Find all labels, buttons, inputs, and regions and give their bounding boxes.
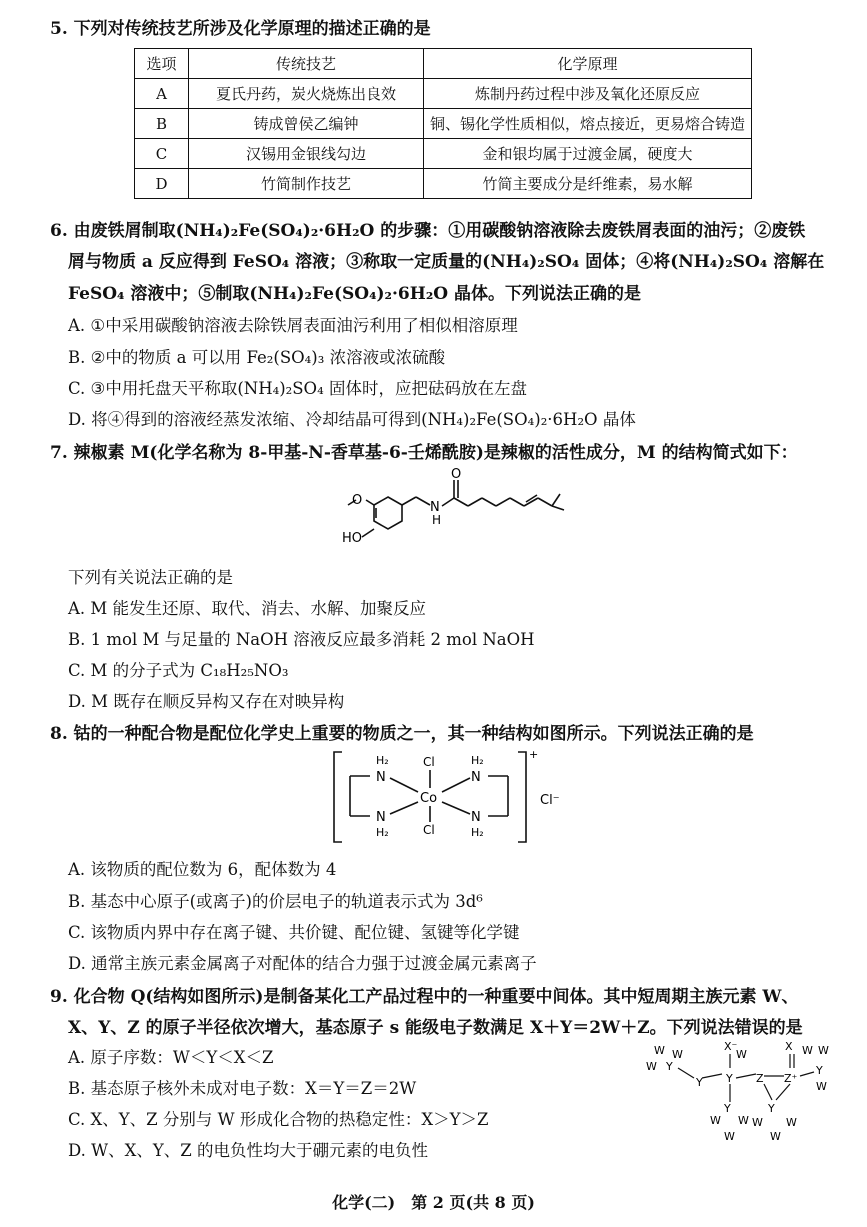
- q9-option-b: B. 基态原子核外未成对电子数：X＝Y＝Z＝2W: [68, 1079, 417, 1098]
- table-header-row: [135, 49, 752, 79]
- q6-stem-line1: 6. 由废铁屑制取(NH₄)₂Fe(SO₄)₂·6H₂O 的步骤：①用碳酸钠溶液除去废铁屑表面的油污；②废铁: [50, 221, 806, 241]
- q7-stem: 7. 辣椒素 M(化学名称为 8-甲基-N-香草基-6-壬烯酰胺)是辣椒的活性成分，M 的结构简式如下：: [50, 443, 798, 463]
- table-cell: D: [135, 169, 189, 199]
- table-row: [135, 139, 752, 169]
- structure-label-co: Co: [420, 791, 438, 806]
- structure-label-cl: Cl: [423, 755, 435, 769]
- table-cell: 夏氏丹药，炭火烧炼出良效: [189, 79, 424, 109]
- structure-label-o: O: [352, 493, 363, 508]
- structure-label-h2: H₂: [471, 826, 484, 839]
- cobalt-complex-structure: [330, 748, 570, 848]
- q6-option-c: C. ③中用托盘天平称取(NH₄)₂SO₄ 固体时，应把砝码放在左盘: [68, 379, 527, 398]
- table-cell: 汉锡用金银线勾边: [189, 139, 424, 169]
- q9-option-d: D. W、X、Y、Z 的电负性均大于硼元素的电负性: [68, 1141, 428, 1160]
- header-craft: 传统技艺: [189, 49, 424, 79]
- structure-label-cl: Cl: [423, 823, 435, 837]
- q7-option-a: A. M 能发生还原、取代、消去、水解、加聚反应: [68, 599, 427, 618]
- q8-stem: 8. 钴的一种配合物是配位化学史上重要的物质之一，其一种结构如图所示。下列说法正确的是: [50, 724, 754, 744]
- table-row: [135, 79, 752, 109]
- atom-w: W: [654, 1044, 665, 1057]
- atom-y: Y: [696, 1076, 703, 1089]
- atom-x: X: [785, 1040, 793, 1053]
- table-cell: 炼制丹药过程中涉及氧化还原反应: [424, 79, 752, 109]
- atom-y: Y: [768, 1102, 775, 1115]
- compound-q-structure: [640, 1040, 830, 1146]
- atom-w: W: [646, 1060, 657, 1073]
- q9-option-c: C. X、Y、Z 分别与 W 形成化合物的热稳定性：X＞Y＞Z: [68, 1110, 489, 1129]
- q7-sub-stem: 下列有关说法正确的是: [68, 568, 233, 587]
- atom-w: W: [710, 1114, 721, 1127]
- q6-option-a: A. ①中采用碳酸钠溶液去除铁屑表面油污利用了相似相溶原理: [68, 316, 518, 335]
- atom-w: W: [724, 1130, 735, 1143]
- atom-z: Z: [756, 1072, 764, 1085]
- atom-w: W: [786, 1116, 797, 1129]
- q5-stem: 5. 下列对传统技艺所涉及化学原理的描述正确的是: [50, 19, 431, 39]
- atom-y: Y: [726, 1072, 733, 1085]
- structure-label-h: H: [432, 513, 442, 527]
- q7-option-d: D. M 既存在顺反异构又存在对映异构: [68, 692, 345, 711]
- q6-stem-line2: 屑与物质 a 反应得到 FeSO₄ 溶液；③称取一定质量的(NH₄)₂SO₄ 固体；④将(NH₄)₂SO₄ 溶解在: [68, 252, 825, 272]
- atom-w: W: [738, 1114, 749, 1127]
- q6-option-b: B. ②中的物质 a 可以用 Fe₂(SO₄)₃ 浓溶液或浓硫酸: [68, 348, 446, 367]
- atom-w: W: [802, 1044, 813, 1057]
- page-footer: 化学(二) 第 2 页(共 8 页): [332, 1193, 535, 1212]
- atom-w: W: [736, 1048, 747, 1061]
- q8-option-d: D. 通常主族元素金属离子对配体的结合力强于过渡金属元素离子: [68, 954, 537, 973]
- structure-label-h2: H₂: [376, 826, 389, 839]
- table-cell: 竹简主要成分是纤维素，易水解: [424, 169, 752, 199]
- table-row: [135, 169, 752, 199]
- capsaicin-structure: [326, 466, 566, 550]
- table-row: [135, 109, 752, 139]
- q7-option-c: C. M 的分子式为 C₁₈H₂₅NO₃: [68, 661, 289, 680]
- q9-stem-line2: X、Y、Z 的原子半径依次增大，基态原子 s 能级电子数满足 X＋Y＝2W＋Z。下列说法错误的是: [68, 1018, 803, 1038]
- q5-table: [134, 48, 752, 199]
- table-cell: 铜、锡化学性质相似，熔点接近，更易熔合铸造: [424, 109, 752, 139]
- table-cell: 金和银均属于过渡金属，硬度大: [424, 139, 752, 169]
- structure-label-ho: HO: [342, 531, 363, 546]
- structure-label-h2: H₂: [471, 754, 484, 767]
- q7-option-b: B. 1 mol M 与足量的 NaOH 溶液反应最多消耗 2 mol NaOH: [68, 630, 535, 649]
- table-cell: 铸成曾侯乙编钟: [189, 109, 424, 139]
- structure-label-o: O: [451, 467, 462, 482]
- structure-charge: +: [529, 748, 539, 761]
- structure-counter-ion: Cl⁻: [540, 793, 560, 808]
- q8-option-b: B. 基态中心原子(或离子)的价层电子的轨道表示式为 3d⁶: [68, 892, 483, 911]
- atom-y: Y: [724, 1102, 731, 1115]
- header-option: 选项: [135, 49, 189, 79]
- q6-option-d: D. 将④得到的溶液经蒸发浓缩、冷却结晶可得到(NH₄)₂Fe(SO₄)₂·6H₂O 晶体: [68, 410, 636, 429]
- q8-option-c: C. 该物质内界中存在离子键、共价键、配位键、氢键等化学键: [68, 923, 520, 942]
- structure-label-h2: H₂: [376, 754, 389, 767]
- atom-w: W: [770, 1130, 781, 1143]
- table-cell: C: [135, 139, 189, 169]
- atom-y: Y: [666, 1060, 673, 1073]
- table-cell: 竹简制作技艺: [189, 169, 424, 199]
- structure-label-n: N: [376, 770, 386, 785]
- atom-w: W: [818, 1044, 829, 1057]
- atom-w: W: [752, 1116, 763, 1129]
- table-cell: B: [135, 109, 189, 139]
- q6-stem-line3: FeSO₄ 溶液中；⑤制取(NH₄)₂Fe(SO₄)₂·6H₂O 晶体。下列说法正确的是: [68, 284, 641, 304]
- atom-w: W: [816, 1080, 827, 1093]
- q9-option-a: A. 原子序数：W＜Y＜X＜Z: [68, 1048, 274, 1067]
- structure-label-n: N: [376, 810, 386, 825]
- q8-option-a: A. 该物质的配位数为 6，配体数为 4: [68, 860, 337, 879]
- table-cell: A: [135, 79, 189, 109]
- q9-stem-line1: 9. 化合物 Q(结构如图所示)是制备某化工产品过程中的一种重要中间体。其中短周期主族元素 W、: [50, 987, 799, 1007]
- atom-x-anion: X⁻: [724, 1040, 738, 1053]
- structure-label-n: N: [471, 770, 481, 785]
- atom-z-cation: Z⁺: [784, 1072, 798, 1085]
- structure-label-n: N: [471, 810, 481, 825]
- header-principle: 化学原理: [424, 49, 752, 79]
- structure-label-n: N: [430, 500, 440, 515]
- atom-y: Y: [816, 1064, 823, 1077]
- atom-w: W: [672, 1048, 683, 1061]
